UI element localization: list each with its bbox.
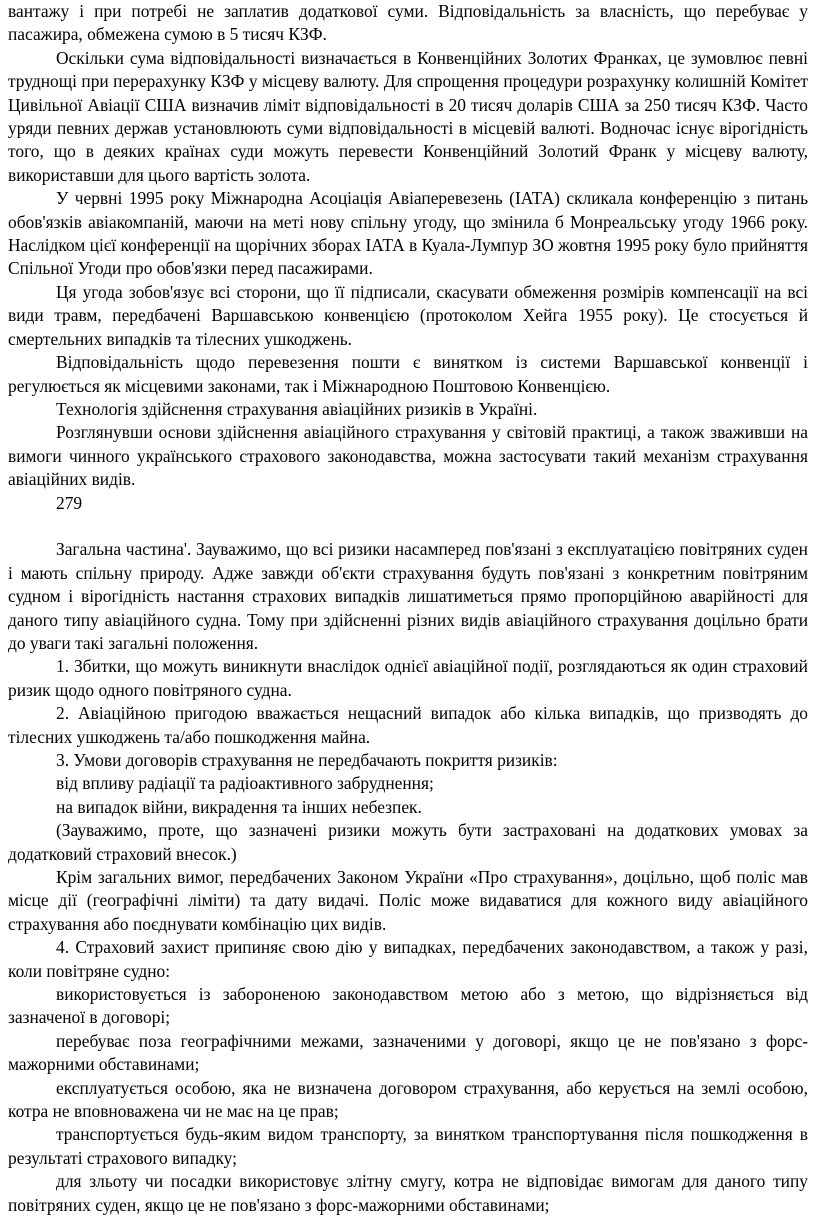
paragraph: вантажу і при потребі не заплатив додаткової суми. Відповідальність за власність, що перебуває у пасажира, обмежена сумою в 5 тисяч КЗФ. <box>8 1 808 45</box>
paragraph: Розглянувши основи здійснення авіаційного страхування у світовій практиці, а також зваживши на вимоги чинного українського страхового законодавства, можна застосувати такий механізм страхування авіаційних видів. <box>8 422 808 490</box>
section-heading: Технологія здійснення страхування авіаційних ризиків в Україні. <box>56 398 538 419</box>
sub-list-item: використовується із забороненою законодавством метою або з метою, що відрізняється від зазначеної в договорі; <box>8 984 808 1028</box>
paragraph: Відповідальність щодо перевезення пошти є винятком із системи Варшавської конвенції і регулюється як місцевими законами, так і Міжнародною Поштовою Конвенцією. <box>8 352 808 396</box>
paragraph: Загальна частина'. Зауважимо, що всі ризики насамперед пов'язані з експлуатацією повітряних суден і мають спільну природу. Адже завжди об'єкти страхування будуть пов'язані з конкретним повітряним судном і вірогідність настання страхових випадків лишатиметься прямо пропорційною аварійності для даного типу авіаційного судна. Тому при здійсненні різних видів авіаційного страхування доцільно брати до уваги такі загальні положення. <box>8 539 808 653</box>
page-number: 279 <box>56 492 83 513</box>
list-item: 4. Страховий захист припиняє свою дію у випадках, передбачених законодавством, а також у разі, коли повітряне судно: <box>8 937 808 981</box>
paragraph: У червні 1995 року Міжнародна Асоціація Авіаперевезень (ІАТА) скликала конференцію з питань обов'язків авіакомпаній, маючи на меті нову спільну угоду, що змінила б Монреальську угоду 1966 року. Наслідком цієї конференції на щорічних зборах ІАТА в Куала-Лумпур ЗО жовтня 1995 року було прийняття Спільної Угоди про обов'язки перед пасажирами. <box>8 188 808 279</box>
sub-list-item: експлуатується особою, яка не визначена договором страхування, або керується на землі особою, котра не вповноважена чи не має на це прав; <box>8 1077 808 1122</box>
blank-line <box>8 515 808 538</box>
list-item: 3. Умови договорів страхування не передбачають покриття ризиків: <box>56 749 558 770</box>
paragraph: Ця угода зобов'язує всі сторони, що її підписали, скасувати обмеження розмірів компенсації на всі види травм, передбачені Варшавською конвенцією (протоколом Хейга 1955 року). Це стосується й смертельних випадків та тілесних ушкоджень. <box>8 281 808 349</box>
sub-list-item: для зльоту чи посадки використовує злітну смугу, котра не відповідає вимогам для даного типу повітряних суден, якщо це не пов'язано з форс-мажорними обставинами; <box>8 1171 808 1215</box>
paragraph: Оскільки сума відповідальності визначається в Конвенційних Золотих Франках, це зумовлює певні труднощі при перерахунку КЗФ у місцеву валюту. Для спрощення процедури розрахунку колишній Комітет Цивільної Авіації США визначив ліміт відповідальності в 20 тисяч доларів США за 250 тисяч КЗФ. Часто уряди певних держав установлюють суми відповідальності в місцевій валюті. Водночас існує вірогідність того, що в деяких країнах суди можуть перевести Конвенційний Золотий Франк у місцеву валюту, використавши для цього вартість золота. <box>8 47 808 185</box>
sub-list-item: від впливу радіації та радіоактивного забруднення; <box>56 773 434 794</box>
list-item: 1. Збитки, що можуть виникнути внаслідок однієї авіаційної події, розглядаються як один страховий ризик щодо одного повітряного судна. <box>8 656 808 700</box>
paragraph: Крім загальних вимог, передбачених Законом України «Про страхування», доцільно, щоб поліс мав місце дії (географічні ліміти) та дату видачі. Поліс може видаватися для кожного виду авіаційного страхування або поєднувати комбінацію цих видів. <box>8 867 808 934</box>
sub-list-item: на випадок війни, викрадення та інших небезпек. <box>56 796 422 817</box>
list-item: 2. Авіаційною пригодою вважається нещасний випадок або кілька випадків, що призводять до тілесних ушкоджень та/або пошкодження майна. <box>8 703 808 747</box>
paragraph: (Зауважимо, проте, що зазначені ризики можуть бути застраховані на додаткових умовах за додатковий страховий внесок.) <box>8 820 808 864</box>
sub-list-item: перебуває поза географічними межами, зазначеними у договорі, якщо це не пов'язано з форс-мажорними обставинами; <box>8 1030 808 1075</box>
sub-list-item: транспортується будь-яким видом транспорту, за винятком транспортування після пошкодження в результаті страхового випадку; <box>8 1124 808 1168</box>
